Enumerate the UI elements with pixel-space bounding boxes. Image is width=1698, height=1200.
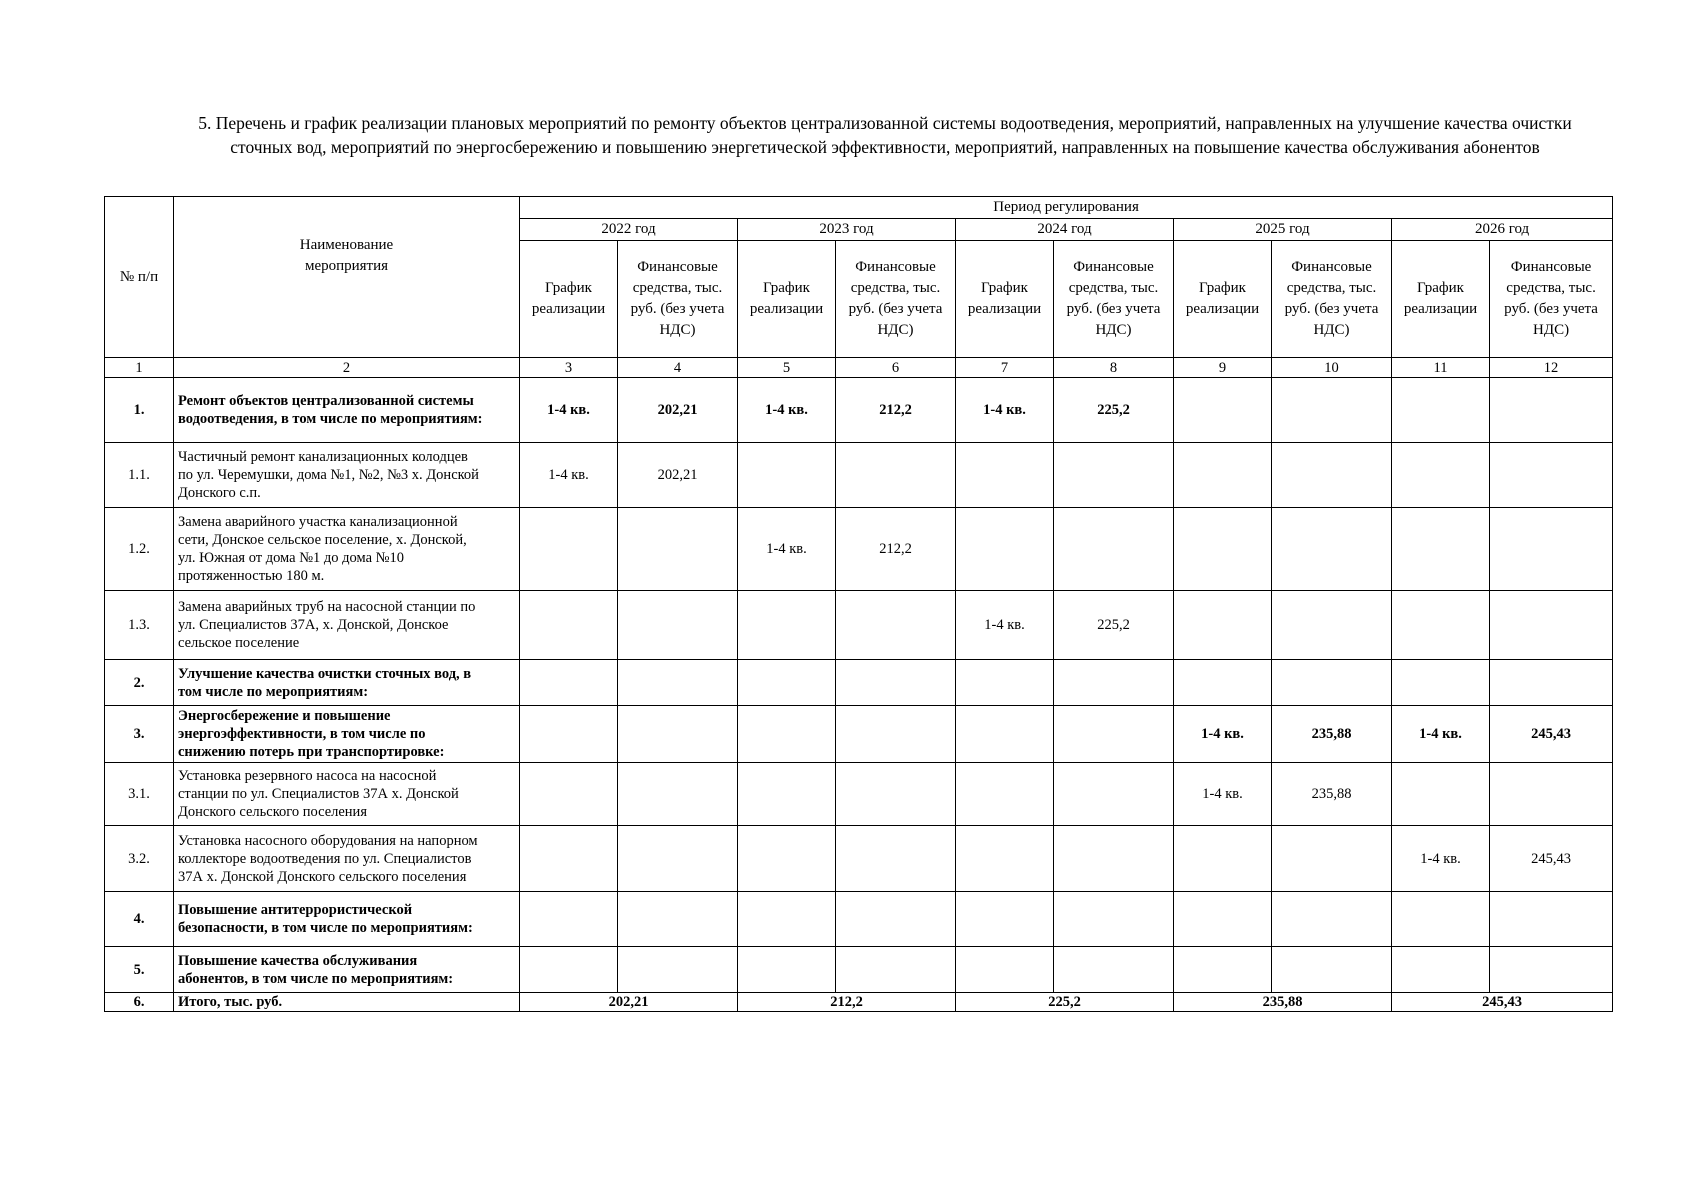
header-finance-4 <box>1490 241 1613 358</box>
finance-cell <box>618 660 738 706</box>
total-label: Итого, тыс. руб. <box>174 993 520 1012</box>
schedule-cell <box>520 947 618 993</box>
column-number: 1 <box>105 358 174 378</box>
finance-cell <box>1490 508 1613 591</box>
table-row <box>105 591 1613 660</box>
header-finance-text: НДС) <box>1533 322 1570 338</box>
header-name <box>174 197 520 358</box>
table-row <box>105 660 1613 706</box>
schedule-cell <box>1174 443 1272 508</box>
row-name-line: Ремонт объектов централизованной системы <box>178 393 474 409</box>
finance-cell <box>1272 591 1392 660</box>
header-schedule-0 <box>520 241 618 358</box>
schedule-cell: 1-4 кв. <box>956 378 1054 443</box>
row-name-line: Повышение антитеррористической <box>178 902 413 918</box>
schedule-cell <box>1392 591 1490 660</box>
header-schedule-text: реализации <box>749 301 824 317</box>
header-finance-text: Финансовые <box>855 259 936 275</box>
column-number: 7 <box>956 358 1054 378</box>
row-number: 3.2. <box>105 826 174 892</box>
row-number: 1.1. <box>105 443 174 508</box>
schedule-cell <box>520 508 618 591</box>
schedule-cell: 1-4 кв. <box>1392 826 1490 892</box>
header-name-line2: мероприятия <box>304 258 389 274</box>
row-number: 2. <box>105 660 174 706</box>
row-name-line: Установка насосного оборудования на напорном <box>178 832 478 849</box>
schedule-cell <box>520 763 618 826</box>
finance-cell: 225,2 <box>1054 591 1174 660</box>
schedule-cell <box>956 826 1054 892</box>
header-finance-text: Финансовые <box>637 259 718 275</box>
row-name-line: том числе по мероприятиям: <box>178 683 369 700</box>
header-finance-text: средства, тыс. <box>1286 280 1377 296</box>
schedule-cell <box>1174 660 1272 706</box>
schedule-cell: 1-4 кв. <box>520 443 618 508</box>
table-row <box>105 378 1613 443</box>
header-schedule-text: График <box>981 280 1028 296</box>
schedule-cell: 1-4 кв. <box>956 591 1054 660</box>
header-finance-text: руб. (без учета <box>630 301 725 317</box>
header-year-2: 2024 год <box>956 219 1174 241</box>
finance-cell: 245,43 <box>1490 706 1613 763</box>
finance-cell <box>1490 591 1613 660</box>
schedule-cell <box>1174 591 1272 660</box>
finance-cell <box>1490 443 1613 508</box>
row-name <box>174 660 520 706</box>
header-year-4: 2026 год <box>1392 219 1613 241</box>
header-name-line1: Наименование <box>299 237 394 253</box>
finance-cell <box>1054 763 1174 826</box>
row-name-line: Повышение качества обслуживания <box>178 952 418 969</box>
schedule-cell <box>1392 443 1490 508</box>
finance-cell <box>1054 443 1174 508</box>
schedule-cell <box>1392 892 1490 947</box>
schedule-cell <box>1392 947 1490 993</box>
total-row <box>105 993 1613 1012</box>
schedule-cell <box>520 660 618 706</box>
row-name-line: сельское поселение <box>178 635 300 651</box>
schedule-cell <box>520 826 618 892</box>
row-name <box>174 378 520 443</box>
finance-cell <box>1272 508 1392 591</box>
schedule-cell <box>956 660 1054 706</box>
schedule-cell <box>738 947 836 993</box>
header-finance-1 <box>836 241 956 358</box>
row-number: 4. <box>105 892 174 947</box>
finance-cell <box>836 826 956 892</box>
schedule-cell: 1-4 кв. <box>738 378 836 443</box>
schedule-cell <box>520 591 618 660</box>
schedule-cell <box>956 947 1054 993</box>
table-row <box>105 892 1613 947</box>
finance-cell <box>1054 660 1174 706</box>
finance-cell <box>836 706 956 763</box>
header-finance-text: Финансовые <box>1291 259 1372 275</box>
header-schedule-text: График <box>1417 280 1464 296</box>
row-name-line: Улучшение качества очистки сточных вод, в <box>178 665 472 682</box>
row-name <box>174 763 520 826</box>
total-value-0: 202,21 <box>520 993 738 1012</box>
finance-cell <box>1490 378 1613 443</box>
document-title: 5. Перечень и график реализации плановых мероприятий по ремонту объектов централизованной системы водоотведения, мероприятий, направленных на улучшение качества очистки сточных вод, мероприятий по энергосбережению и повышению энергетической эффективности, мероприятий, направленных на повышение качества обслуживания абонентов <box>198 113 1572 157</box>
finance-cell <box>1272 947 1392 993</box>
schedule-cell <box>738 591 836 660</box>
schedule-cell <box>956 443 1054 508</box>
schedule-cell <box>1392 378 1490 443</box>
finance-cell <box>1054 826 1174 892</box>
header-finance-text: НДС) <box>1313 322 1350 338</box>
row-name <box>174 508 520 591</box>
header-finance-text: руб. (без учета <box>1504 301 1598 317</box>
schedule-cell <box>1392 508 1490 591</box>
column-number: 6 <box>836 358 956 378</box>
finance-cell: 212,2 <box>836 508 956 591</box>
header-finance-text: НДС) <box>1095 322 1132 338</box>
schedule-cell <box>1174 378 1272 443</box>
row-name <box>174 947 520 993</box>
finance-cell <box>1054 947 1174 993</box>
schedule-cell <box>1392 763 1490 826</box>
schedule-cell <box>1174 508 1272 591</box>
row-name <box>174 591 520 660</box>
schedule-cell <box>1174 892 1272 947</box>
finance-cell: 235,88 <box>1272 706 1392 763</box>
schedule-cell <box>738 763 836 826</box>
row-name-line: водоотведения, в том числе по мероприятиям: <box>178 411 483 427</box>
schedule-cell: 1-4 кв. <box>1392 706 1490 763</box>
finance-cell <box>1490 947 1613 993</box>
header-schedule-3 <box>1174 241 1272 358</box>
finance-cell <box>836 660 956 706</box>
row-name-line: Замена аварийного участка канализационной <box>178 514 458 530</box>
schedule-cell <box>956 763 1054 826</box>
header-year-3: 2025 год <box>1174 219 1392 241</box>
schedule-cell: 1-4 кв. <box>1174 706 1272 763</box>
finance-cell: 245,43 <box>1490 826 1613 892</box>
row-name-line: 37А х. Донской Донского сельского поселения <box>178 868 467 885</box>
finance-cell <box>836 892 956 947</box>
row-name-line: ул. Южная от дома №1 до дома №10 <box>178 550 404 566</box>
header-schedule-text: реализации <box>967 301 1042 317</box>
total-value-3: 235,88 <box>1174 993 1392 1012</box>
row-name-line: коллекторе водоотведения по ул. Специалистов <box>178 850 472 867</box>
header-finance-text: средства, тыс. <box>1506 280 1596 296</box>
finance-cell <box>1490 660 1613 706</box>
row-name-line: сети, Донское сельское поселение, х. Донской, <box>178 532 467 548</box>
header-finance-text: Финансовые <box>1510 259 1592 275</box>
table-row <box>105 706 1613 763</box>
row-name-line: ул. Специалистов 37А, х. Донской, Донское <box>178 617 449 633</box>
schedule-cell: 1-4 кв. <box>738 508 836 591</box>
finance-cell <box>618 826 738 892</box>
total-value-2: 225,2 <box>956 993 1174 1012</box>
row-name-line: Замена аварийных труб на насосной станции по <box>178 599 476 615</box>
header-finance-0 <box>618 241 738 358</box>
row-number: 3. <box>105 706 174 763</box>
finance-cell <box>618 892 738 947</box>
finance-cell: 225,2 <box>1054 378 1174 443</box>
column-number: 8 <box>1054 358 1174 378</box>
header-finance-text: Финансовые <box>1073 259 1154 275</box>
schedule-cell <box>956 892 1054 947</box>
finance-cell <box>1272 378 1392 443</box>
finance-cell: 235,88 <box>1272 763 1392 826</box>
header-finance-text: руб. (без учета <box>848 301 943 317</box>
row-name-line: станции по ул. Специалистов 37А х. Донской <box>178 786 459 802</box>
row-name-line: Донского с.п. <box>178 485 261 501</box>
header-finance-text: руб. (без учета <box>1066 301 1161 317</box>
total-value-4: 245,43 <box>1392 993 1613 1012</box>
header-schedule-2 <box>956 241 1054 358</box>
finance-cell: 202,21 <box>618 378 738 443</box>
finance-cell <box>1272 826 1392 892</box>
column-number: 3 <box>520 358 618 378</box>
finance-cell <box>1272 443 1392 508</box>
row-name-line: безопасности, в том числе по мероприятиям: <box>178 920 473 936</box>
finance-cell <box>1054 892 1174 947</box>
row-name-line: Частичный ремонт канализационных колодцев <box>178 449 468 465</box>
row-name-line: Установка резервного насоса на насосной <box>178 768 437 784</box>
total-value-1: 212,2 <box>738 993 956 1012</box>
row-name-line: Энергосбережение и повышение <box>178 708 391 724</box>
schedule-cell <box>1174 947 1272 993</box>
header-finance-2 <box>1054 241 1174 358</box>
row-number: 5. <box>105 947 174 993</box>
schedule-cell <box>1174 826 1272 892</box>
finance-cell: 202,21 <box>618 443 738 508</box>
finance-cell <box>1054 706 1174 763</box>
table-row <box>105 763 1613 826</box>
header-finance-text: средства, тыс. <box>632 280 723 296</box>
column-number: 4 <box>618 358 738 378</box>
total-number: 6. <box>105 993 174 1012</box>
schedule-cell <box>956 706 1054 763</box>
column-number: 9 <box>1174 358 1272 378</box>
column-number: 2 <box>174 358 520 378</box>
header-schedule-text: реализации <box>1403 301 1478 317</box>
header-finance-text: НДС) <box>659 322 696 338</box>
finance-cell <box>836 591 956 660</box>
header-finance-text: НДС) <box>877 322 914 338</box>
schedule-cell <box>738 443 836 508</box>
activities-table <box>104 196 1613 1012</box>
row-name <box>174 443 520 508</box>
table-row <box>105 443 1613 508</box>
finance-cell <box>618 706 738 763</box>
finance-cell <box>618 508 738 591</box>
row-number: 1.3. <box>105 591 174 660</box>
row-name <box>174 892 520 947</box>
header-finance-3 <box>1272 241 1392 358</box>
header-schedule-4 <box>1392 241 1490 358</box>
header-schedule-text: График <box>545 280 592 296</box>
row-name-line: по ул. Черемушки, дома №1, №2, №3 х. Донской <box>178 467 479 483</box>
schedule-cell <box>738 660 836 706</box>
header-year-1: 2023 год <box>738 219 956 241</box>
finance-cell <box>1054 508 1174 591</box>
schedule-cell <box>738 826 836 892</box>
schedule-cell: 1-4 кв. <box>1174 763 1272 826</box>
column-number: 11 <box>1392 358 1490 378</box>
row-name-line: Донского сельского поселения <box>178 804 367 820</box>
finance-cell <box>618 591 738 660</box>
header-finance-text: средства, тыс. <box>850 280 941 296</box>
header-schedule-text: График <box>763 280 810 296</box>
finance-cell <box>1272 660 1392 706</box>
finance-cell <box>1272 892 1392 947</box>
row-name-line: протяженностью 180 м. <box>178 568 325 584</box>
schedule-cell <box>956 508 1054 591</box>
header-schedule-1 <box>738 241 836 358</box>
finance-cell <box>1490 892 1613 947</box>
finance-cell <box>618 947 738 993</box>
row-name <box>174 826 520 892</box>
header-period: Период регулирования <box>520 197 1613 219</box>
row-number: 3.1. <box>105 763 174 826</box>
row-name-line: энергоэффективности, в том числе по <box>178 726 426 742</box>
table-row <box>105 826 1613 892</box>
finance-cell: 212,2 <box>836 378 956 443</box>
header-schedule-text: реализации <box>1185 301 1260 317</box>
finance-cell <box>836 763 956 826</box>
row-number: 1. <box>105 378 174 443</box>
header-schedule-text: График <box>1199 280 1246 296</box>
schedule-cell <box>738 892 836 947</box>
schedule-cell: 1-4 кв. <box>520 378 618 443</box>
schedule-cell <box>738 706 836 763</box>
schedule-cell <box>1392 660 1490 706</box>
row-name-line: абонентов, в том числе по мероприятиям: <box>178 970 454 987</box>
column-number: 12 <box>1490 358 1613 378</box>
table-row <box>105 947 1613 993</box>
schedule-cell <box>520 892 618 947</box>
column-number: 5 <box>738 358 836 378</box>
header-finance-text: средства, тыс. <box>1068 280 1159 296</box>
column-number: 10 <box>1272 358 1392 378</box>
header-year-0: 2022 год <box>520 219 738 241</box>
finance-cell <box>618 763 738 826</box>
row-name <box>174 706 520 763</box>
table-row <box>105 508 1613 591</box>
finance-cell <box>836 443 956 508</box>
header-schedule-text: реализации <box>531 301 606 317</box>
row-name-line: снижению потерь при транспортировке: <box>178 744 445 760</box>
header-num: № п/п <box>105 197 174 358</box>
header-finance-text: руб. (без учета <box>1284 301 1379 317</box>
row-number: 1.2. <box>105 508 174 591</box>
finance-cell <box>1490 763 1613 826</box>
schedule-cell <box>520 706 618 763</box>
finance-cell <box>836 947 956 993</box>
